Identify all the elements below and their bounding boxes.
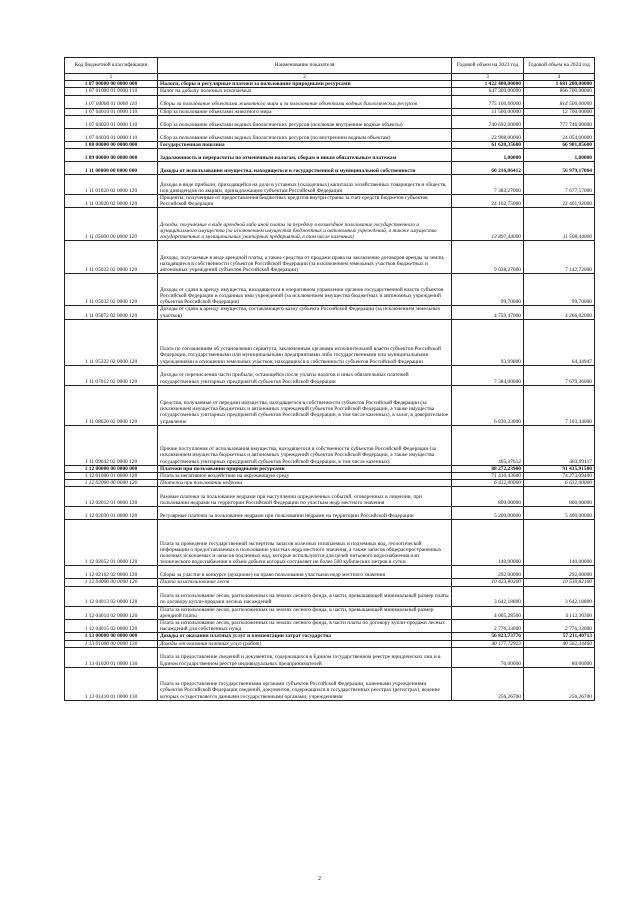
row-value-2023: 4 005,28500 xyxy=(452,606,524,619)
row-name: Разовые платежи за пользование недрами при наступлении определенных событий, оговоренных в лицензии, при пользовании недрами на территории Российской Федерации по участкам недр местного значения xyxy=(158,487,452,507)
row-code: 1 12 02000 00 0000 120 xyxy=(65,480,158,487)
row-value-2023: 13 897,44000 xyxy=(452,208,524,241)
row-value-2024: 66 901,85600 xyxy=(524,141,595,148)
row-name: Доходы от оказания платных услуг и компенсации затрат государства xyxy=(158,633,452,640)
table-row xyxy=(65,507,595,520)
row-name: Доходы от оказания платных услуг (работ) xyxy=(158,640,452,647)
table-row xyxy=(65,520,595,566)
row-value-2023: 4 759,47000 xyxy=(452,306,524,319)
row-code: 1 12 02030 01 0000 120 xyxy=(65,507,158,520)
row-value-2023: 256,26700 xyxy=(452,667,524,700)
row-name: Прочие поступления от использования имущества, находящегося в собственности субъектов Российской Федерации (за исключением имущества бюджетных и автономных учреждений субъектов Российской Федерации, а также имущества государственных унитарных предприятий субъектов Российской Федерации, в том числе казенных) xyxy=(158,425,452,465)
row-code: 1 11 05072 02 0000 120 xyxy=(65,306,158,319)
row-name: Плата за использование лесов, расположенных на землях лесного фонда, в части, превышающей минимальный размер арендной платы xyxy=(158,606,452,619)
table-row xyxy=(65,425,595,465)
row-value-2024: 64,44947 xyxy=(524,319,595,365)
row-value-2024: 24 054,00000 xyxy=(524,128,595,141)
table-row xyxy=(65,465,595,472)
row-code: 1 11 05022 02 0000 120 xyxy=(65,241,158,274)
row-value-2024: 1,00000 xyxy=(524,149,595,162)
row-code: 1 07 04010 01 0000 110 xyxy=(65,108,158,115)
row-value-2023: 1 422 400,00000 xyxy=(452,81,524,88)
row-value-2023: 10 423,80300 xyxy=(452,579,524,586)
row-code: 1 11 05032 02 0000 120 xyxy=(65,274,158,306)
row-value-2023: 775 100,00000 xyxy=(452,95,524,108)
row-value-2023: 1,00000 xyxy=(452,149,524,162)
row-value-2023: 88 272,23900 xyxy=(452,465,524,472)
row-code: 1 07 04030 01 0000 110 xyxy=(65,128,158,141)
row-value-2024: 866 700,00000 xyxy=(524,88,595,95)
row-value-2023: 7 384,00000 xyxy=(452,365,524,385)
row-code: 1 12 00000 00 0000 000 xyxy=(65,465,158,472)
table-row xyxy=(65,149,595,162)
table-row xyxy=(65,319,595,365)
row-code: 1 11 01020 02 0000 120 xyxy=(65,175,158,195)
row-name: Доходы, получаемые в виде арендной платы, а также средства от продажи права на заключение договоров аренды за земли, находящиеся в собственности субъектов Российской Федерации (за исключением земельных участков бюджетных и автономных учреждений субъектов Российской Федерации) xyxy=(158,241,452,274)
row-value-2023: 56 823,73776 xyxy=(452,633,524,640)
row-name: Плата за предоставление сведений и документов, содержащихся в Едином государственном реестре юридических лиц и в Едином государственном реестре индивидуальных предпринимателей xyxy=(158,647,452,667)
row-code: 1 11 05000 00 0000 120 xyxy=(65,208,158,241)
table-row xyxy=(65,385,595,425)
table-row xyxy=(65,108,595,115)
table-row xyxy=(65,365,595,385)
row-value-2024: 7 679,36000 xyxy=(524,365,595,385)
row-code: 1 12 01000 01 0000 120 xyxy=(65,473,158,480)
row-name: Доходы, получаемые в виде арендной либо иной платы за передачу в возмездное пользование государственного и муниципального имущества (за исключением имущества бюджетных и автономных учреждений, а также имущества государственных и муниципальных унитарных предприятий, в том числе казенных) xyxy=(158,208,452,241)
row-value-2024: 57 211,40713 xyxy=(524,633,595,640)
row-value-2024: 10 530,82100 xyxy=(524,579,595,586)
row-name: Доходы в виде прибыли, приходящейся на доли в уставных (складочных) капиталах хозяйственных товариществ и обществ, или дивидендов по акциям, принадлежащим субъектам Российской Федерации xyxy=(158,175,452,195)
row-code: 1 07 00000 00 0000 000 xyxy=(65,81,158,88)
row-code: 1 12 02102 02 0000 120 xyxy=(65,566,158,579)
row-name: Налог на добычу полезных ископаемых xyxy=(158,88,452,95)
row-value-2024: 777 746,00000 xyxy=(524,115,595,128)
row-value-2023: 11 500,00000 xyxy=(452,108,524,115)
table-row xyxy=(65,128,595,141)
row-name: Доходы от перечисления части прибыли, остающейся после уплаты налогов и иных обязательных платежей государственных унитарных предприятий субъектов Российской Федерации xyxy=(158,365,452,385)
row-name: Регулярные платежи за пользование недрами при пользовании недрами на территории Российской Федерации xyxy=(158,507,452,520)
row-code: 1 12 02052 01 0000 120 xyxy=(65,520,158,566)
row-code: 1 09 00000 00 0000 000 xyxy=(65,149,158,162)
row-value-2024: 814 500,00000 xyxy=(524,95,595,108)
row-code: 1 13 00000 00 0000 000 xyxy=(65,633,158,640)
row-value-2024: 256,26700 xyxy=(524,667,595,700)
row-value-2024: 1 681 200,00000 xyxy=(524,81,595,88)
row-value-2023: 40 177,72923 xyxy=(452,640,524,647)
row-code: 1 07 04000 01 0000 110 xyxy=(65,95,158,108)
table-row xyxy=(65,175,595,195)
row-name: Налоги, сборы и регулярные платежи за пользование природными ресурсами xyxy=(158,81,452,88)
table-row xyxy=(65,241,595,274)
row-name: Сбор за пользование объектами животного мира xyxy=(158,108,452,115)
row-value-2024: 7 677,57000 xyxy=(524,175,595,195)
row-name: Плата за проведение государственной экспертизы запасов полезных ископаемых и подземных вод, геологической информации о предоставляемых в пользование участках недр местного значения, а также запасов общераспространенных полезных ископаемых и запасов подземных вод, которые используются для целей питьевого водоснабжения или технического водоснабжения и объем добычи которых составляет не более 500 кубических метров в сутки xyxy=(158,520,452,566)
table-row xyxy=(65,162,595,175)
column-number-1: 1 xyxy=(65,74,158,81)
header-2024: Годовой объем на 2024 год xyxy=(524,58,595,74)
row-name: Плата за предоставление государственными органами субъектов Российской Федерации, казенными учреждениями субъектов Российской Федерации сведений, документов, содержащихся в государственных реестрах (регистрах), ведение которых осуществляется данными государственными органами, учреждениями xyxy=(158,667,452,700)
column-number-3: 3 xyxy=(452,74,524,81)
table-row xyxy=(65,88,595,95)
table-row xyxy=(65,141,595,148)
table-row xyxy=(65,633,595,640)
row-name: Плата за использование лесов, расположенных на землях лесного фонда, в части платы по договору купли-продажи лесных насаждений для собственных нужд xyxy=(158,620,452,633)
row-value-2023: 3 642,18800 xyxy=(452,586,524,606)
row-value-2024: 11 508,44000 xyxy=(524,208,595,241)
row-value-2023: 93,99800 xyxy=(452,319,524,365)
row-value-2023: 5 200,00000 xyxy=(452,507,524,520)
table-row xyxy=(65,620,595,633)
row-value-2023: 9 038,27000 xyxy=(452,241,524,274)
row-name: Сборы за участие в конкурсе (аукционе) на право пользования участками недр местного значения xyxy=(158,566,452,579)
row-code: 1 13 01000 00 0000 130 xyxy=(65,640,158,647)
row-name: Задолженность и перерасчеты по отмененным налогам, сборам и иным обязательным платежам xyxy=(158,149,452,162)
table-header-row xyxy=(65,58,595,74)
table-row xyxy=(65,647,595,667)
row-value-2023: 292,00000 xyxy=(452,566,524,579)
column-number-2: 2 xyxy=(158,74,452,81)
row-name: Средства, получаемые от передачи имущества, находящегося в собственности субъектов Российской Федерации (за исключением имущества бюджетных и автономных учреждений субъектов Российской Федерации, а также имущества государственных унитарных предприятий субъектов Российской Федерации, в том числе казенных), в залог, в доверительное управление xyxy=(158,385,452,425)
row-name: Доходы от сдачи в аренду имущества, составляющего казну субъекта Российской Федерации (за исключением земельных участков) xyxy=(158,306,452,319)
row-name: Платежи при пользовании природными ресурсами xyxy=(158,465,452,472)
row-value-2023: 140,00000 xyxy=(452,520,524,566)
row-value-2024: 40 562,34460 xyxy=(524,640,595,647)
table-row xyxy=(65,480,595,487)
row-value-2023: 800,00000 xyxy=(452,487,524,507)
table-row xyxy=(65,115,595,128)
header-code: Код бюджетной классификации xyxy=(65,58,158,74)
row-value-2023: 60 216,06412 xyxy=(452,162,524,175)
row-value-2024: 7 142,72000 xyxy=(524,241,595,274)
table-row xyxy=(65,195,595,208)
row-code: 1 11 09042 02 0000 120 xyxy=(65,425,158,465)
row-name: Проценты, полученные от предоставления бюджетных кредитов внутри страны за счет средств бюджетов субъектов Российской Федерации xyxy=(158,195,452,208)
row-name: Доходы от использования имущества, находящегося в государственной и муниципальной собственности xyxy=(158,162,452,175)
table-row xyxy=(65,606,595,619)
row-value-2024: 56 979,17064 xyxy=(524,162,595,175)
row-value-2023: 22 908,00000 xyxy=(452,128,524,141)
table-row xyxy=(65,640,595,647)
column-number-4: 4 xyxy=(524,74,595,81)
table-row xyxy=(65,566,595,579)
row-value-2024: 4 112,30300 xyxy=(524,606,595,619)
row-name: Доходы от сдачи в аренду имущества, находящегося в оперативном управлении органов государственной власти субъектов Российской Федерации и созданных ими учреждений (за исключением имущества бюджетных и автономных учреждений субъектов Российской Федерации) xyxy=(158,274,452,306)
row-value-2024: 140,00000 xyxy=(524,520,595,566)
table-row xyxy=(65,208,595,241)
row-name: Плата за использование лесов xyxy=(158,579,452,586)
row-code: 1 12 04015 02 0000 120 xyxy=(65,620,158,633)
row-value-2024: 6 632,00000 xyxy=(524,480,595,487)
row-value-2024: 483,99117 xyxy=(524,425,595,465)
row-value-2023: 647 300,00000 xyxy=(452,88,524,95)
header-2023: Годовой объем на 2023 год xyxy=(452,58,524,74)
budget-revenue-table xyxy=(64,57,595,701)
row-value-2024: 292,00000 xyxy=(524,566,595,579)
row-value-2023: 7 382,27000 xyxy=(452,175,524,195)
row-value-2023: 6 432,00000 xyxy=(452,480,524,487)
row-value-2024: 3 642,18800 xyxy=(524,586,595,606)
row-code: 1 13 01020 01 0000 130 xyxy=(65,647,158,667)
row-value-2024: 2 776,33000 xyxy=(524,620,595,633)
row-name: Платежи при пользовании недрами xyxy=(158,480,452,487)
row-value-2024: 91 435,91500 xyxy=(524,465,595,472)
row-code: 1 08 00000 00 0000 000 xyxy=(65,141,158,148)
row-value-2023: 6 830,23000 xyxy=(452,385,524,425)
table-row xyxy=(65,586,595,606)
row-code: 1 13 01410 01 0000 130 xyxy=(65,667,158,700)
table-row xyxy=(65,667,595,700)
row-value-2024: 80,00000 xyxy=(524,647,595,667)
row-code: 1 12 04000 00 0000 120 xyxy=(65,579,158,586)
table-body xyxy=(65,81,595,701)
row-value-2024: 22 461,92000 xyxy=(524,195,595,208)
row-value-2024: 12 700,00000 xyxy=(524,108,595,115)
row-code: 1 11 08020 02 0000 120 xyxy=(65,385,158,425)
table-row xyxy=(65,95,595,108)
page-number: 2 xyxy=(318,876,321,882)
row-value-2024: 5 400,00000 xyxy=(524,507,595,520)
row-value-2023: 24 162,75000 xyxy=(452,195,524,208)
row-name: Плата за негативное воздействие на окружающую среду xyxy=(158,473,452,480)
row-name: Сборы за пользование объектами животного мира и за пользование объектами водных биологических ресурсов xyxy=(158,95,452,108)
row-value-2024: 74 273,09400 xyxy=(524,473,595,480)
row-value-2024: 4 266,02000 xyxy=(524,306,595,319)
row-value-2024: 800,00000 xyxy=(524,487,595,507)
row-value-2023: 61 620,35600 xyxy=(452,141,524,148)
table-row xyxy=(65,306,595,319)
table-row xyxy=(65,473,595,480)
row-code: 1 07 01000 01 0000 110 xyxy=(65,88,158,95)
row-code: 1 11 00000 00 0000 000 xyxy=(65,162,158,175)
table-column-numbers-row xyxy=(65,74,595,81)
row-name: Государственная пошлина xyxy=(158,141,452,148)
row-code: 1 07 04020 01 0000 110 xyxy=(65,115,158,128)
row-name: Сбор за пользование объектами водных биологических ресурсов (исключая внутренние водные объекты) xyxy=(158,115,452,128)
row-value-2023: 99,70000 xyxy=(452,274,524,306)
row-value-2023: 2 776,33000 xyxy=(452,620,524,633)
row-value-2024: 7 103,44000 xyxy=(524,385,595,425)
row-value-2023: 465,37612 xyxy=(452,425,524,465)
header-name: Наименование показателя xyxy=(158,58,452,74)
row-code: 1 11 07012 02 0000 120 xyxy=(65,365,158,385)
row-value-2023: 740 692,00000 xyxy=(452,115,524,128)
row-code: 1 11 03020 02 0000 120 xyxy=(65,195,158,208)
row-name: Сбор за пользование объектами водных биологических ресурсов (по внутренним водным объектам) xyxy=(158,128,452,141)
row-name: Плата за использование лесов, расположенных на землях лесного фонда, в части, превышающей минимальный размер платы по договору купли-продажи лесных насаждений xyxy=(158,586,452,606)
table-row xyxy=(65,81,595,88)
row-code: 1 12 02012 01 0000 120 xyxy=(65,487,158,507)
row-value-2024: 99,70000 xyxy=(524,274,595,306)
row-code: 1 11 05322 02 0000 120 xyxy=(65,319,158,365)
row-code: 1 12 04013 02 0000 120 xyxy=(65,586,158,606)
table-row xyxy=(65,579,595,586)
row-value-2023: 71 416,43600 xyxy=(452,473,524,480)
row-name: Плата по соглашениям об установлении сервитута, заключенным органами исполнительной власти субъектов Российской Федерации, государственными или муниципальными предприятиями либо государственными или муниципальными учреждениями в отношении земельных участков, находящихся в собственности субъектов Российской Федерации xyxy=(158,319,452,365)
table-row xyxy=(65,487,595,507)
row-code: 1 12 04014 02 0000 120 xyxy=(65,606,158,619)
table-row xyxy=(65,274,595,306)
row-value-2023: 70,00000 xyxy=(452,647,524,667)
